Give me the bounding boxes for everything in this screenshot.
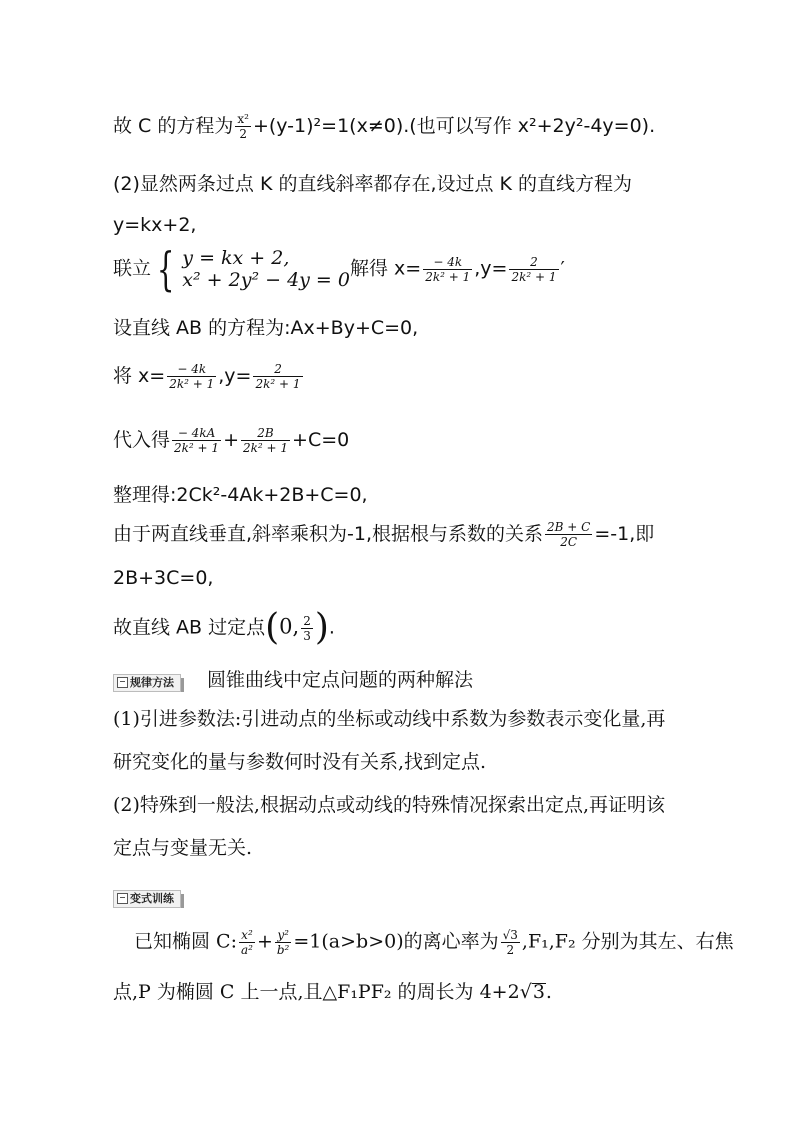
fraction-num: − 4k — [167, 362, 216, 377]
fraction-den: 2k² + 1 — [255, 377, 301, 391]
fraction-b — [275, 928, 292, 957]
fraction-num: 2 — [303, 613, 311, 628]
text: + — [223, 429, 239, 451]
text: 点,P 为椭圆 C 上一点,且△F₁PF₂ 的周长为 4+2 — [113, 981, 520, 1003]
text: 由于两直线垂直,斜率乘积为-1,根据根与系数的关系 — [113, 523, 544, 545]
fraction-den: 2k² + 1 — [169, 377, 215, 391]
fraction-y — [509, 255, 558, 284]
fraction-num: √3 — [502, 928, 518, 942]
fraction-den: a² — [240, 943, 253, 957]
tag-label: 规律方法 — [130, 676, 174, 689]
text: + — [256, 930, 273, 953]
fraction-num: 2 — [253, 362, 302, 377]
practice-tag — [113, 890, 181, 908]
fraction-num: y² — [275, 928, 292, 943]
fraction-x — [423, 255, 472, 284]
left-brace-icon: { — [156, 242, 175, 296]
text: 解得 x= — [349, 257, 422, 280]
fraction-1 — [172, 426, 221, 455]
text-line-5: 设直线 AB 的方程为:Ax+By+C=0, — [113, 317, 419, 339]
fraction-y — [253, 362, 302, 391]
fraction-x — [167, 362, 216, 391]
text: ,F₁,F₂ 分别为其左、右焦 — [521, 930, 734, 953]
method-tag — [113, 674, 181, 692]
fixed-point-line — [113, 607, 335, 648]
text: ,y= — [474, 257, 508, 280]
fraction-a — [239, 928, 255, 957]
fraction-den: b² — [276, 943, 290, 957]
fraction-den: 2C — [560, 535, 578, 549]
fraction-num: 2B + C — [547, 520, 591, 534]
text: =-1,即 — [594, 523, 655, 545]
practice-heading — [113, 884, 181, 908]
fraction-den: 2k² + 1 — [242, 441, 289, 455]
left-paren: ( — [265, 607, 280, 648]
text: +(y-1)²=1(x≠0).(也可以写作 x²+2y²-4y=0). — [252, 115, 656, 137]
tag-icon — [117, 893, 128, 904]
system-eq-2: x² + 2y² − 4y = 0 — [182, 269, 350, 291]
tag-shadow — [181, 894, 184, 908]
method-1-line-b: 研究变化的量与参数何时没有关系,找到定点. — [113, 751, 487, 773]
text: +C=0 — [292, 429, 350, 451]
fraction — [545, 520, 592, 549]
method-heading — [113, 668, 473, 692]
relation-line — [113, 520, 654, 549]
point-x: 0, — [279, 614, 300, 639]
tag-icon — [117, 677, 128, 688]
substitution-line — [113, 362, 305, 391]
text: . — [545, 981, 552, 1003]
fraction-2 — [241, 426, 290, 455]
system-line — [113, 242, 565, 296]
fraction-num: x² — [239, 928, 255, 943]
text-line-3: y=kx+2, — [113, 214, 197, 236]
fraction-den: 2k² + 1 — [174, 441, 220, 455]
text-line-10: 2B+3C=0, — [113, 567, 214, 589]
text: 故 C 的方程为 — [113, 115, 234, 137]
system-eq-1: y = kx + 2, — [182, 247, 290, 269]
method-title: 圆锥曲线中定点问题的两种解法 — [207, 669, 474, 691]
text-line-2: (2)显然两条过点 K 的直线斜率都存在,设过点 K 的直线方程为 — [113, 173, 633, 195]
method-1-line-a: (1)引进参数法:引进动点的坐标或动线中系数为参数表示变化量,再 — [113, 708, 666, 730]
text-line-8: 整理得:2Ck²-4Ak+2B+C=0, — [113, 484, 368, 506]
sqrt-icon: √ — [519, 981, 532, 1003]
method-2-line-a: (2)特殊到一般法,根据动点或动线的特殊情况探索出定点,再证明该 — [113, 794, 665, 816]
right-paren: ) — [314, 607, 329, 648]
method-2-line-b: 定点与变量无关. — [113, 837, 253, 859]
fraction-num: 2B — [241, 426, 290, 441]
equation-system — [182, 247, 350, 291]
text: 已知椭圆 C: — [134, 930, 237, 953]
sqrt-value: 3 — [532, 981, 545, 1003]
fraction-e — [501, 928, 520, 957]
fraction — [301, 614, 313, 643]
tag-label: 变式训练 — [130, 892, 174, 905]
fraction-den: 2k² + 1 — [511, 269, 557, 284]
fraction-den: 2 — [239, 127, 247, 141]
text: =1(a>b>0)的离心率为 — [293, 930, 499, 953]
fraction-num: − 4k — [423, 255, 472, 270]
text: 联立 — [113, 257, 152, 280]
text: ,y= — [218, 365, 252, 387]
fraction-den: 2k² + 1 — [425, 269, 471, 284]
practice-line-2 — [113, 980, 552, 1004]
tag-shadow — [181, 678, 184, 692]
fraction-num: − 4kA — [172, 426, 221, 441]
text: 代入得 — [113, 429, 171, 451]
text: . — [328, 616, 335, 639]
substitute-result-line — [113, 426, 349, 455]
fraction — [235, 112, 251, 141]
text: 将 x= — [113, 365, 166, 387]
fraction-den: 3 — [303, 628, 311, 643]
text: 故直线 AB 过定点 — [113, 616, 266, 639]
practice-line-1 — [134, 928, 734, 957]
fraction-num: x² — [237, 112, 249, 126]
fraction-num: 2 — [509, 255, 558, 270]
fraction-den: 2 — [506, 943, 515, 957]
text: ′ — [560, 257, 565, 280]
equation-line-1 — [113, 112, 655, 141]
